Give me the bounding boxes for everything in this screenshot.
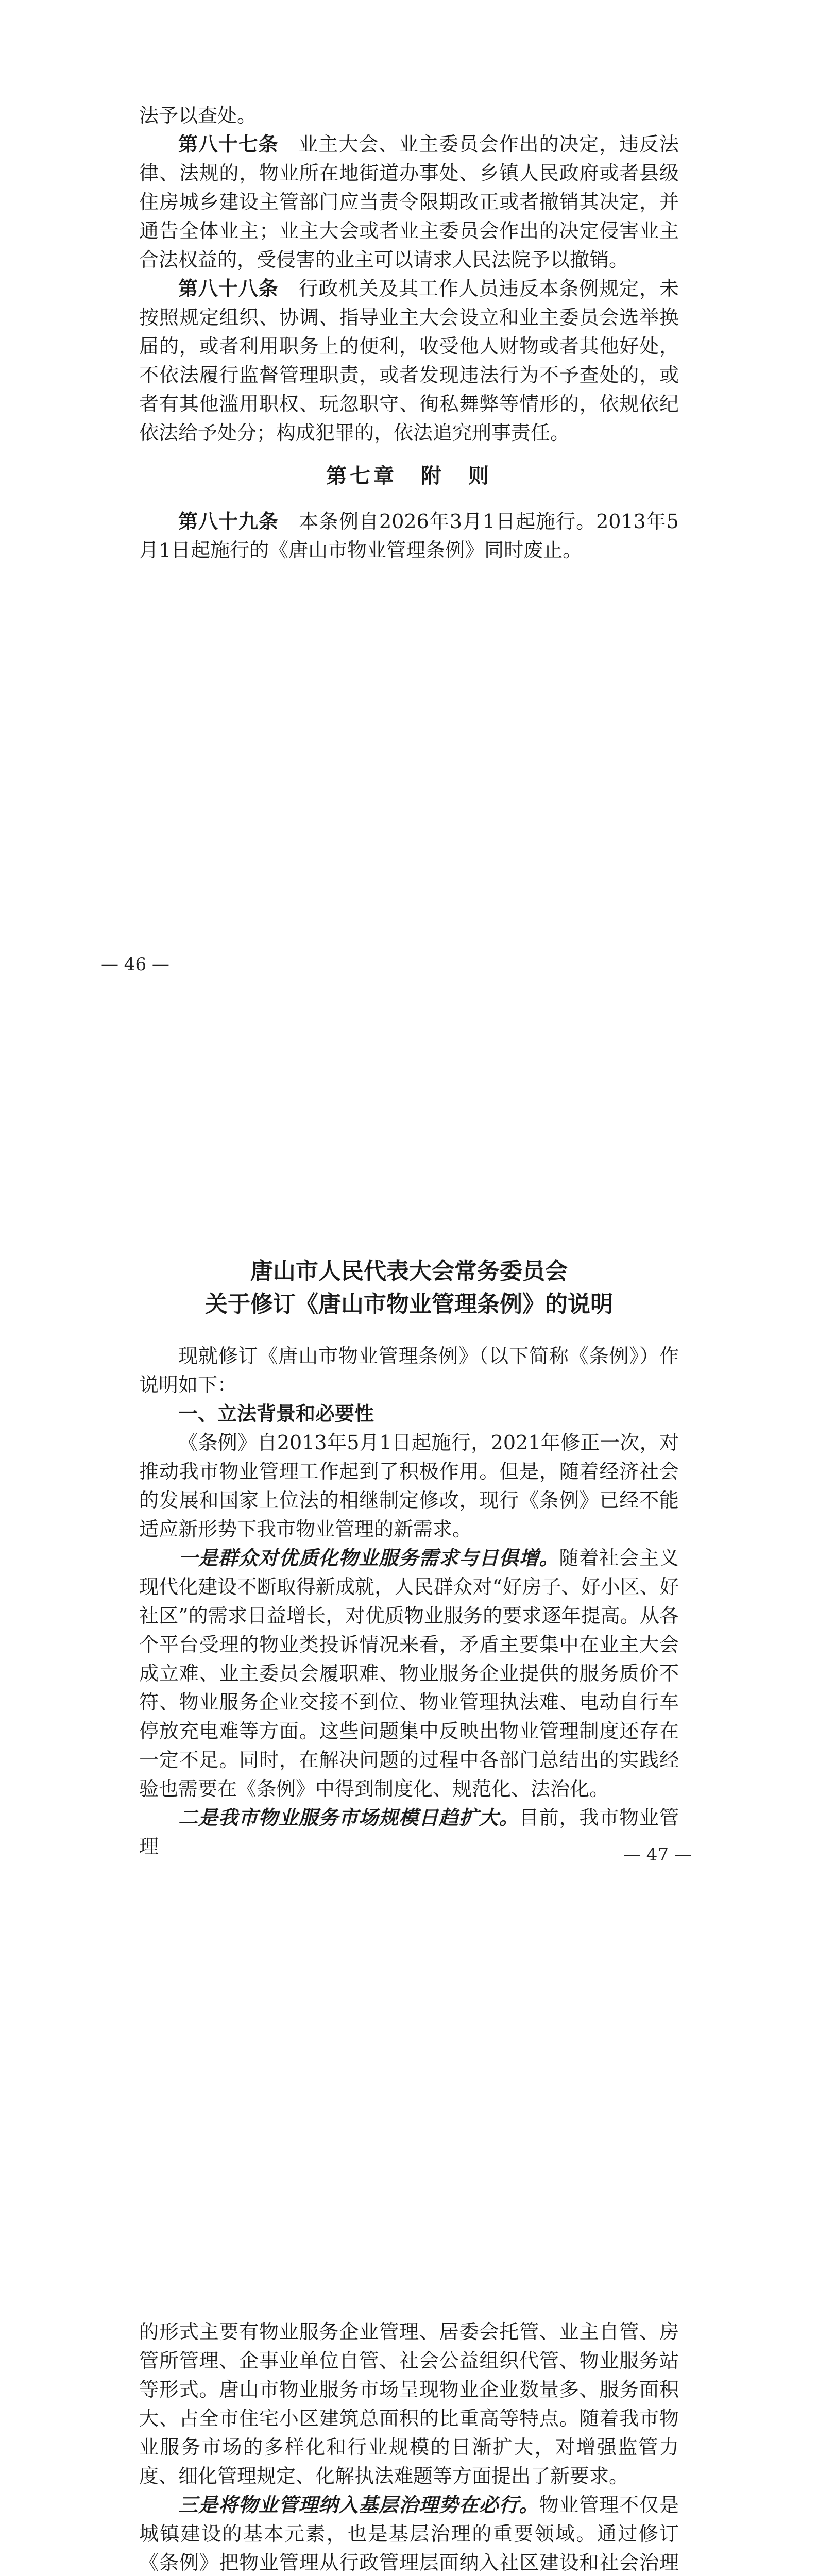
- point-three-text: 物业管理不仅是城镇建设的基本元素，也是基层治理的重要领域。通过修订《条例》把物业管理从行政管理层面纳入社区建设和社会治理: [139, 2494, 679, 2574]
- continuation-paragraph: 的形式主要有物业服务企业管理、居委会托管、业主自管、房管所管理、企事业单位自管、社会公益组织代管、物业服务站等形式。唐山市物业服务市场呈现物业企业数量多、服务面积大、占全市住宅小区建筑总面积的比重高等特点。随着我市物业服务市场的多样化和行业规模的日渐扩大，对增强监管力度、细化管理规定、化解执法难题等方面提出了新要求。: [139, 2320, 679, 2487]
- point-two-paragraph: [139, 1803, 679, 1861]
- background-paragraph: 《条例》自2013年5月1日起施行，2021年修正一次，对推动我市物业管理工作起到了积极作用。但是，随着经济社会的发展和国家上位法的相继制定修改，现行《条例》已经不能适应新形势下我市物业管理的新需求。: [139, 1431, 679, 1540]
- point-two-text: 目前，我市物业管理: [139, 1806, 679, 1858]
- paragraph-continuation: 法予以查处。: [139, 104, 257, 127]
- article-87-text: 业主大会、业主委员会作出的决定，违反法律、法规的，物业所在地街道办事处、乡镇人民政府或者县级住房城乡建设主管部门应当责令限期改正或者撤销其决定，并通告全体业主；业主大会或者业主委员会作出的决定侵害业主合法权益的，受侵害的业主可以请求人民法院予以撤销。: [139, 133, 679, 271]
- page-48-body: [139, 2317, 679, 2576]
- section-heading-1: 一、立法背景和必要性: [178, 1402, 374, 1425]
- article-89-text: 本条例自2026年3月1日起施行。2013年5月1日起施行的《唐山市物业管理条例》同时废止。: [139, 510, 679, 562]
- page-46: [0, 0, 818, 1156]
- page-number: — 46 —: [101, 954, 169, 975]
- point-three-lead: 三是将物业管理纳入基层治理势在必行。: [178, 2493, 539, 2516]
- point-one-text: 随着社会主义现代化建设不断取得新成就，人民群众对“好房子、好小区、好社区”的需求日益增长，对优质物业服务的要求逐年提高。从各个平台受理的物业类投诉情况来看，矛盾主要集中在业主大会成立难、业主委员会履职难、物业服务企业提供的服务质价不符、物业服务企业交接不到位、物业管理执法难、电动自行车停放充电难等方面。这些问题集中反映出物业管理制度还存在一定不足。同时，在解决问题的过程中各部门总结出的实践经验也需要在《条例》中得到制度化、规范化、法治化。: [139, 1547, 679, 1800]
- article-88-text: 行政机关及其工作人员违反本条例规定，未按照规定组织、协调、指导业主大会设立和业主委员会选举换届的，或者利用职务上的便利，收受他人财物或者其他好处，不依法履行监督管理职责，或者发现违法行为不予查处的，或者有其他滥用职权、玩忽职守、徇私舞弊等情形的，依规依纪依法给予处分；构成犯罪的，依法追究刑事责任。: [139, 277, 679, 444]
- article-89-label: 第八十九条: [178, 510, 279, 533]
- point-one-paragraph: [139, 1544, 679, 1803]
- point-two-lead: 二是我市物业服务市场规模日趋扩大。: [178, 1806, 519, 1829]
- article-87: [139, 130, 679, 274]
- page-47: [0, 1156, 818, 2312]
- chapter-heading: 第七章 附 则: [326, 464, 492, 488]
- page-46-body: [139, 101, 679, 565]
- article-88: [139, 274, 679, 447]
- page-47-body: [139, 1255, 679, 1861]
- article-87-label: 第八十七条: [178, 133, 279, 156]
- page-number: — 47 —: [623, 1844, 692, 1865]
- page-48: [0, 2312, 818, 2576]
- point-one-lead: 一是群众对优质化物业服务需求与日俱增。: [178, 1546, 559, 1569]
- point-three-paragraph: [139, 2490, 679, 2576]
- article-88-label: 第八十八条: [178, 277, 279, 300]
- intro-paragraph: 现就修订《唐山市物业管理条例》（以下简称《条例》）作说明如下：: [139, 1345, 679, 1396]
- document-title-line-1: 唐山市人民代表大会常务委员会: [250, 1258, 568, 1284]
- article-89: [139, 507, 679, 565]
- document-title-line-2: 关于修订《唐山市物业管理条例》的说明: [205, 1291, 613, 1317]
